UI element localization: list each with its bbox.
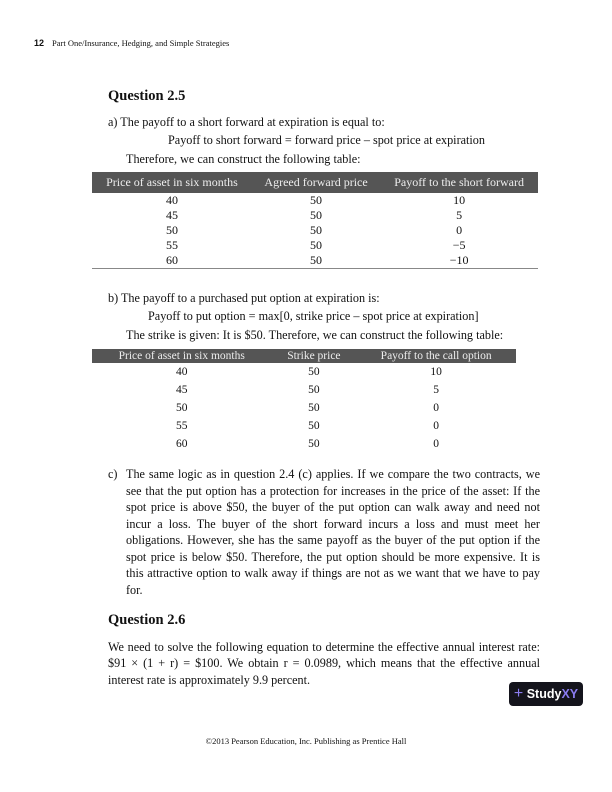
table-cell: 10 — [430, 366, 442, 378]
table-row — [92, 435, 516, 453]
part-a-therefore: Therefore, we can construct the following table: — [126, 152, 361, 166]
col-header: Agreed forward price — [252, 172, 380, 193]
table-row — [92, 399, 516, 417]
table-cell: 40 — [175, 366, 188, 378]
table-cell: 60 — [175, 438, 188, 450]
footer-copyright: ©2013 Pearson Education, Inc. Publishing as Prentice Hall — [205, 736, 407, 746]
table-cell: 60 — [165, 253, 178, 267]
part-a-intro: a) The payoff to a short forward at expiration is equal to: — [108, 115, 385, 129]
table-row — [92, 238, 538, 253]
part-b-strike: The strike is given: It is $50. Therefore, we can construct the following table: — [126, 328, 504, 342]
table-row — [92, 253, 538, 269]
part-c — [108, 466, 540, 598]
table-row — [92, 193, 538, 208]
part-c-label: c) — [108, 467, 118, 481]
col-header: Price of asset in six months — [92, 172, 252, 193]
question-2-6-text: We need to solve the following equation to determine the effective annual interest rate: $91 × (1 + r) = $100. We obtain r = 0.0989, which means that the effective annual interest rate is approximately 9.9 percent. — [108, 639, 540, 687]
logo-plus-icon: + — [513, 685, 524, 702]
table-cell: 0 — [433, 420, 440, 432]
table-cell: 0 — [433, 438, 440, 450]
table-cell: −5 — [452, 238, 466, 252]
studyxy-logo — [509, 682, 583, 706]
table-cell: 50 — [308, 402, 320, 414]
table-cell: 50 — [165, 223, 178, 237]
table-cell: 50 — [175, 402, 188, 414]
table-cell: 5 — [456, 208, 463, 222]
table-cell: 45 — [165, 208, 178, 222]
table-cell: 50 — [308, 366, 320, 378]
logo-study: Study — [526, 687, 562, 701]
col-header: Payoff to the call option — [356, 349, 516, 363]
table-cell: 50 — [310, 253, 323, 267]
table-cell: 50 — [310, 238, 323, 252]
table-row — [92, 223, 538, 238]
table-row — [92, 208, 538, 223]
table-cell: 55 — [165, 238, 178, 252]
col-header: Strike price — [271, 349, 356, 363]
question-2-6-title: Question 2.6 — [108, 612, 186, 628]
table-row — [92, 381, 516, 399]
running-title: Part One/Insurance, Hedging, and Simple Strategies — [52, 38, 230, 48]
table-cell: 0 — [433, 402, 440, 414]
put-payoff-table — [92, 349, 516, 453]
col-header: Price of asset in six months — [92, 349, 271, 363]
table-cell: 50 — [308, 420, 320, 432]
running-header — [34, 38, 229, 48]
col-header: Payoff to the short forward — [380, 172, 538, 193]
table-cell: 55 — [175, 420, 188, 432]
table-cell: −10 — [449, 253, 469, 267]
table-cell: 45 — [175, 384, 188, 396]
part-b-intro: b) The payoff to a purchased put option at expiration is: — [108, 291, 380, 305]
part-c-text: The same logic as in question 2.4 (c) applies. If we compare the two contracts, we see that the put option has a protection for increases in the price of the asset: If the spot price is above $50, the buyer of the put option can walk away and need not incur a loss. The buyer of the short forward incurs a loss and must meet her obligations. However, she has the same payoff as the buyer of the put option if the spot price is below $50. Therefore, the put option should be more expensive. It is this attractive option to walk away if things are not as we want that we have to pay for. — [126, 467, 540, 597]
page-number: 12 — [34, 38, 45, 48]
table-cell: 0 — [456, 223, 463, 237]
table-cell: 50 — [308, 384, 320, 396]
forward-payoff-table — [92, 172, 538, 269]
table-cell: 40 — [165, 193, 178, 207]
table-cell: 50 — [310, 208, 323, 222]
part-b-formula: Payoff to put option = max[0, strike price – spot price at expiration] — [148, 309, 479, 323]
table-cell: 10 — [453, 193, 466, 207]
table-cell: 5 — [433, 384, 440, 396]
table-cell: 50 — [308, 438, 320, 450]
logo-xy: XY — [561, 687, 579, 701]
question-2-5-title: Question 2.5 — [108, 88, 186, 104]
table-row — [92, 363, 516, 381]
lower-section — [108, 466, 540, 688]
table-cell: 50 — [310, 193, 323, 207]
table-cell: 50 — [310, 223, 323, 237]
table-row — [92, 417, 516, 435]
part-a-formula: Payoff to short forward = forward price – spot price at expiration — [168, 133, 485, 147]
